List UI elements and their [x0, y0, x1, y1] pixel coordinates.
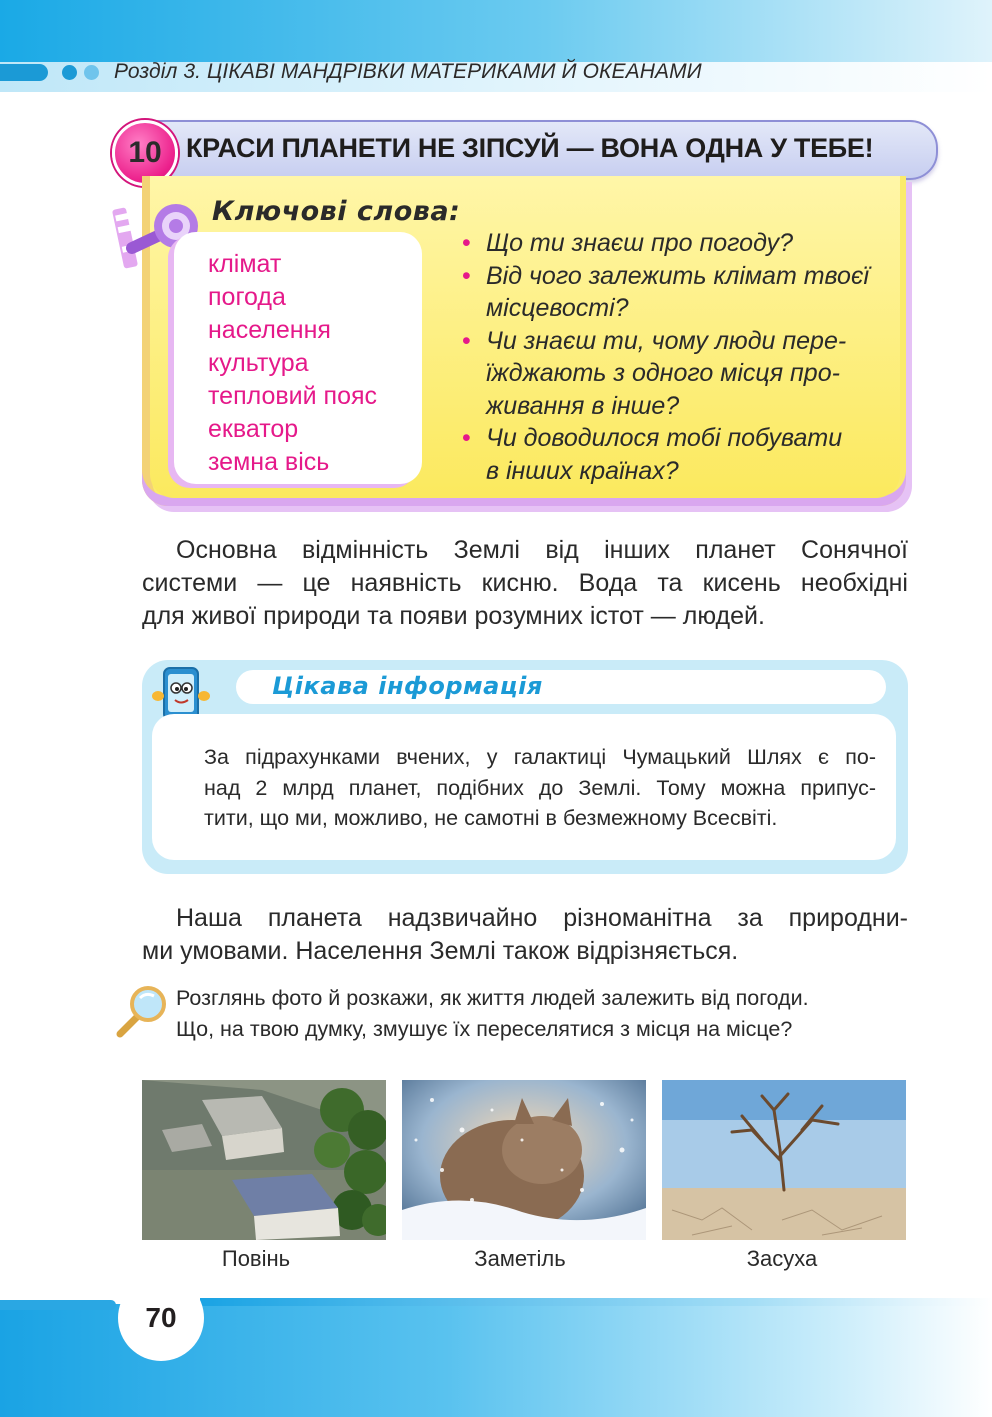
paragraph-secondary — [142, 902, 908, 968]
keyword-item: земна вісь — [208, 448, 330, 476]
footer-stripe — [0, 1300, 116, 1310]
header-white-area — [0, 92, 992, 122]
photo-caption: Засуха — [746, 1246, 818, 1271]
question-line: живання в інше? — [486, 391, 680, 420]
info-title: Цікава інформація — [272, 672, 543, 700]
task-text — [176, 983, 926, 1045]
keywords-title: Ключові слова: — [212, 196, 461, 227]
paragraph-main — [142, 534, 908, 633]
lesson-title: КРАСИ ПЛАНЕТИ НЕ ЗІПСУЙ — ВОНА ОДНА У ТЕБЕ! — [186, 133, 874, 163]
question-item — [462, 227, 894, 260]
keywords-list — [208, 248, 377, 479]
info-line: тити, що ми, можливо, не самотні в безмежному Всесвіті. — [204, 806, 778, 830]
questions-list — [462, 227, 894, 487]
info-line: За підрахунками вчених, у галактиці Чумацький Шлях є по- — [204, 745, 876, 769]
keyword-item: тепловий пояс — [208, 382, 378, 410]
question-line: Від чого залежить клімат твоєї — [486, 261, 869, 290]
question-line: в інших країнах? — [486, 456, 679, 485]
bullet-icon: • — [462, 229, 471, 257]
keyword-item: населення — [208, 316, 331, 344]
task-line: Що, на твою думку, змушує їх переселятися з місця на місце? — [176, 1017, 793, 1041]
header-dot — [62, 65, 77, 80]
paragraph-line: ми умовами. Населення Землі також відрізняється. — [142, 937, 739, 965]
bullet-icon: • — [462, 424, 471, 452]
question-item — [462, 422, 894, 487]
keyword-item: погода — [208, 283, 286, 311]
info-line: над 2 млрд планет, подібних до Землі. Тому можна припус- — [204, 775, 876, 800]
question-line: Що ти знаєш про погоду? — [486, 229, 794, 257]
flood-photo — [142, 1080, 386, 1240]
blizzard-photo — [402, 1080, 646, 1240]
lesson-number-badge: 10 — [112, 120, 178, 186]
keyword-item: клімат — [208, 250, 282, 278]
drought-photo — [662, 1080, 906, 1240]
header-bar — [0, 64, 48, 81]
info-text — [204, 742, 876, 834]
question-line: їжджають з одного місця про- — [486, 359, 840, 387]
header-dot — [84, 65, 99, 80]
footer-line — [200, 1298, 992, 1306]
bullet-icon: • — [462, 326, 471, 355]
bullet-icon: • — [462, 261, 471, 290]
question-line: Чи знаєш ти, чому люди пере- — [486, 326, 847, 355]
question-item — [462, 325, 894, 423]
question-line: Чи доводилося тобі побувати — [486, 424, 843, 452]
question-line: місцевості? — [486, 294, 629, 322]
paragraph-line: Основна відмінність Землі від інших планет Сонячної — [176, 536, 908, 564]
keyword-item: культура — [208, 349, 309, 377]
paragraph-line: для живої природи та появи розумних істот — людей. — [142, 602, 765, 630]
paragraph-line: системи — це наявність кисню. Вода та кисень необхідні — [142, 569, 908, 597]
paragraph-line: Наша планета надзвичайно різноманітна за природни- — [176, 904, 908, 932]
keyword-item: екватор — [208, 415, 299, 443]
task-line: Розглянь фото й розкажи, як життя людей залежить від погоди. — [176, 986, 809, 1010]
magnifier-icon — [112, 984, 170, 1047]
section-title: Розділ 3. ЦІКАВІ МАНДРІВКИ МАТЕРИКАМИ Й ОКЕАНАМИ — [114, 60, 702, 83]
question-item — [462, 260, 894, 325]
photo-caption: Заметіль — [474, 1246, 566, 1271]
page-number: 70 — [118, 1275, 204, 1361]
photo-caption: Повінь — [221, 1246, 291, 1271]
